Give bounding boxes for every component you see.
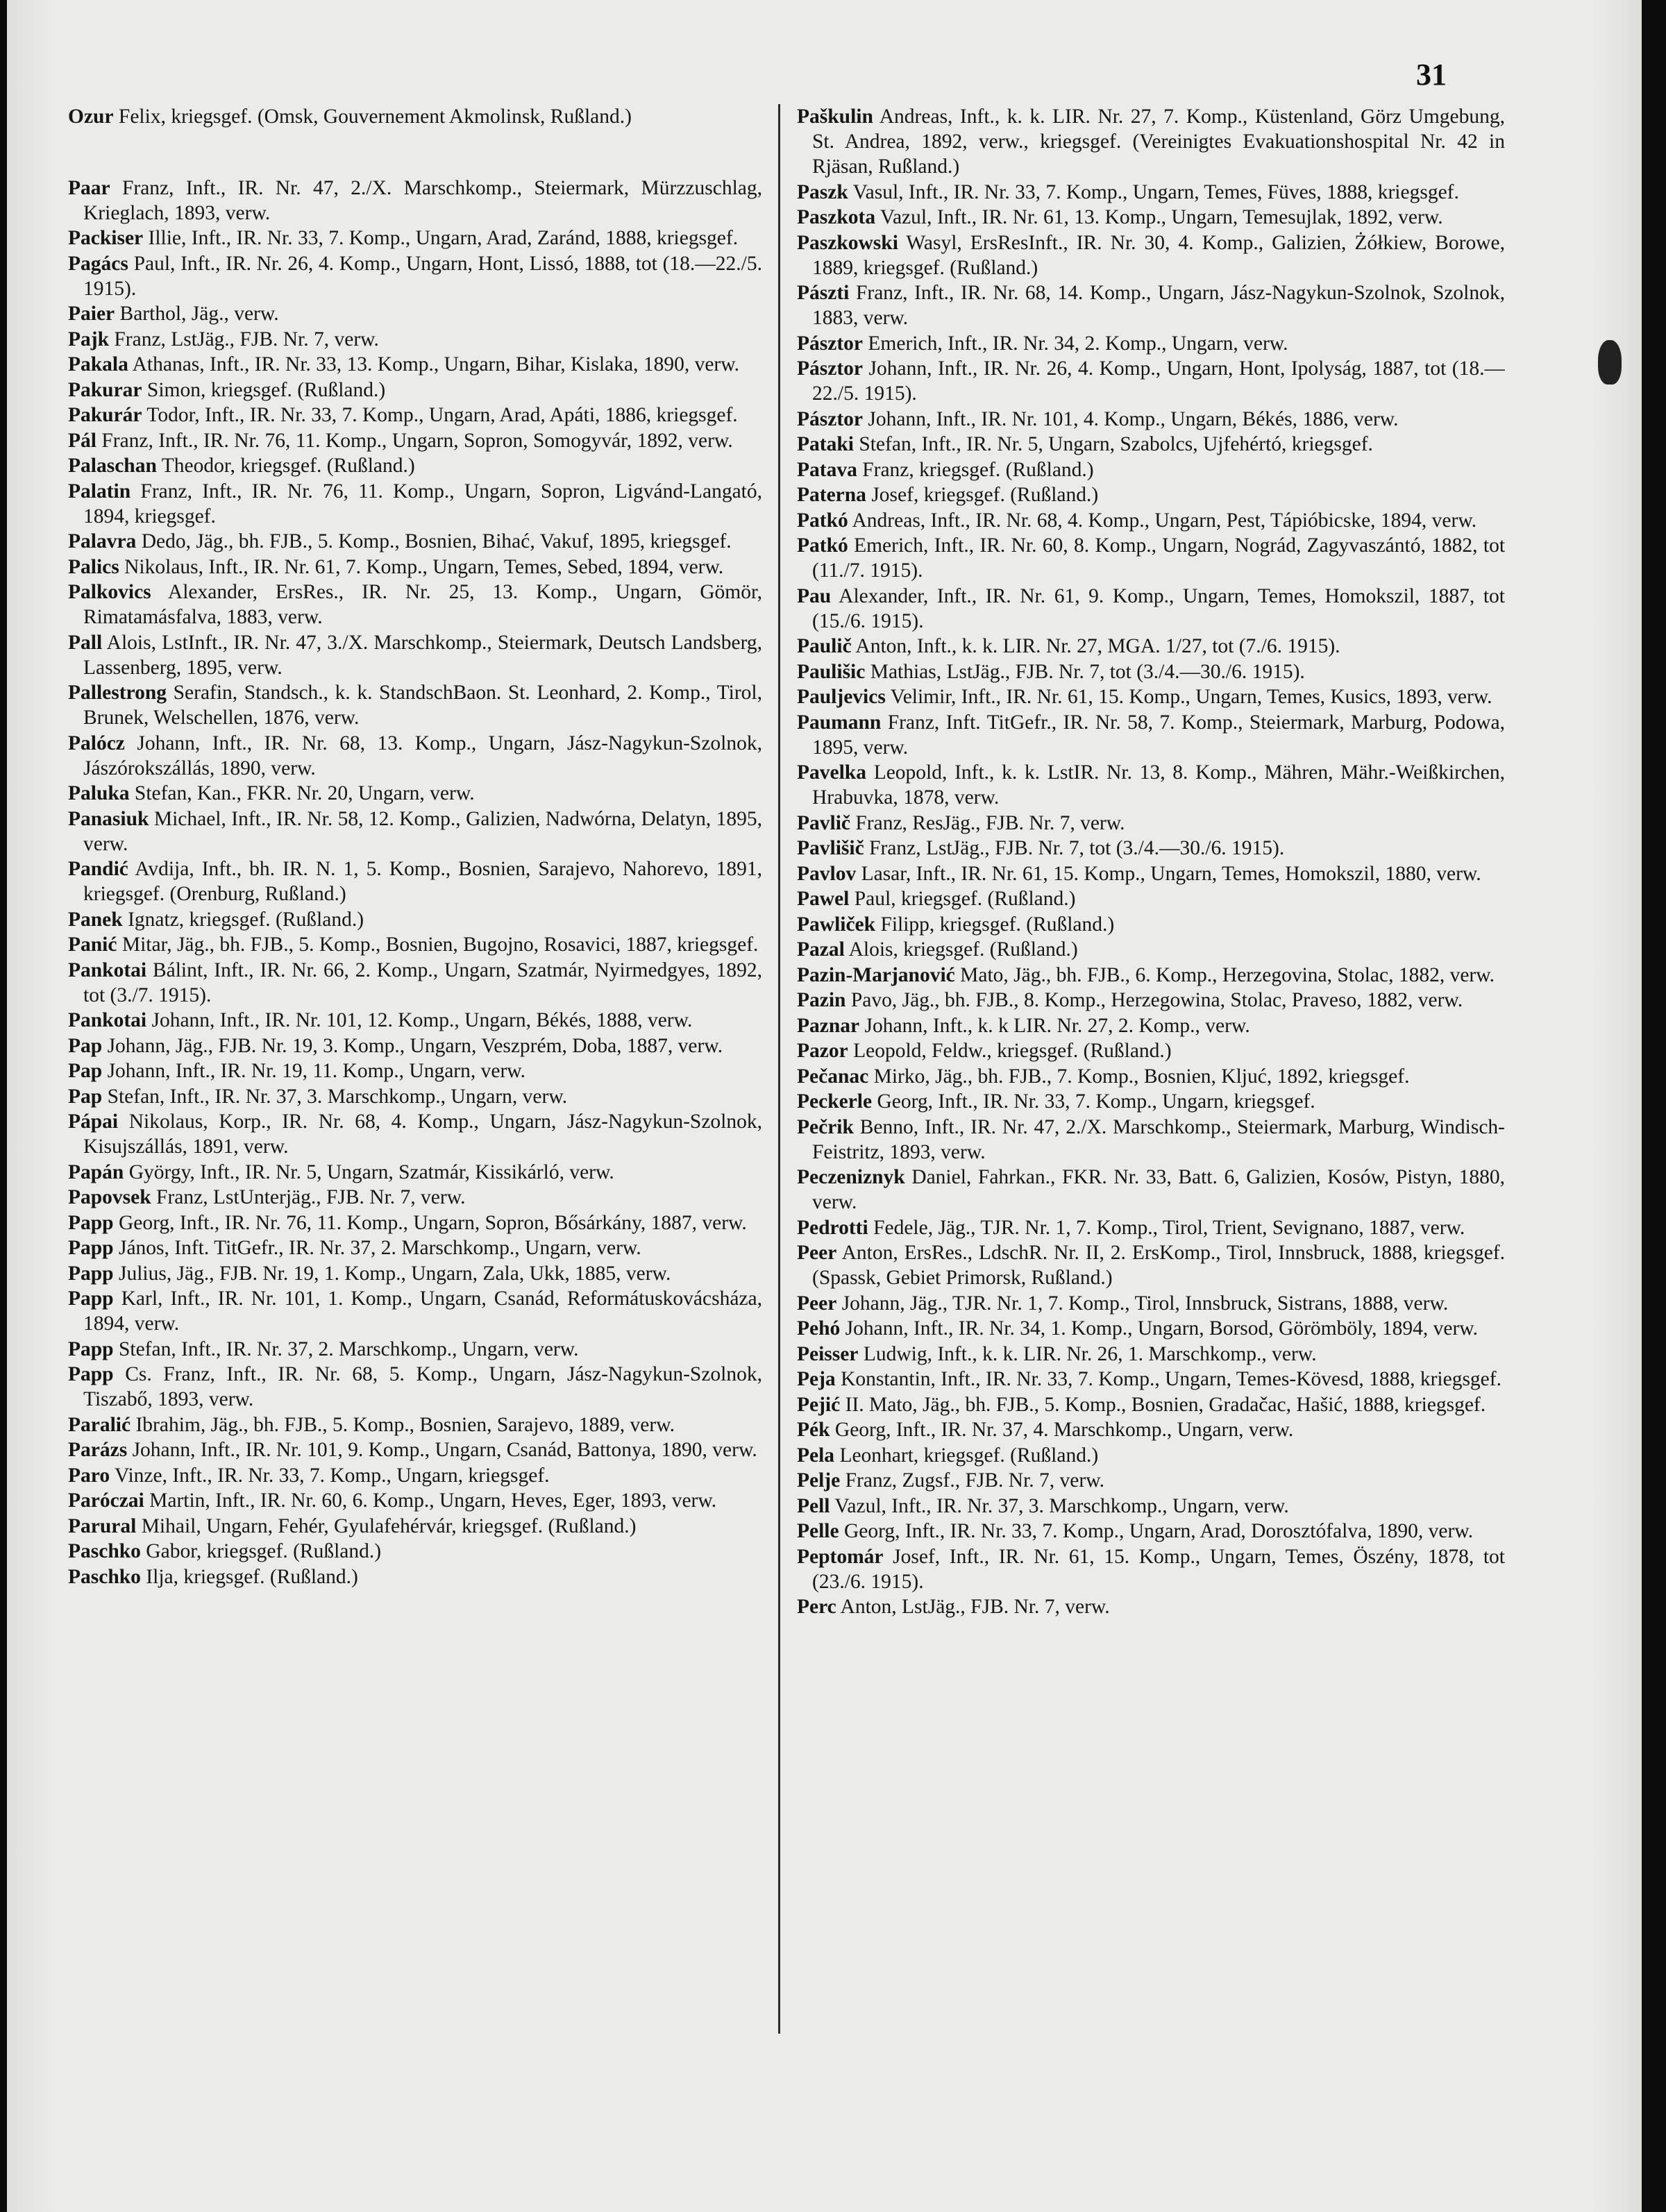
entry-surname: Paszkota [797,206,876,228]
list-entry [797,180,1505,205]
entry-surname: Papp [68,1211,114,1234]
entry-surname: Palkovics [68,581,151,603]
ink-blot [1598,340,1622,385]
list-entry [68,301,762,326]
entry-surname: Pataki [797,433,854,455]
entry-details: Franz, Zugsf., FJB. Nr. 7, verw. [845,1469,1104,1492]
list-entry [68,1210,762,1235]
list-entry [797,356,1505,406]
entry-surname: Papp [68,1337,114,1360]
entry-surname: Papp [68,1363,114,1385]
entry-details: Franz, ResJäg., FJB. Nr. 7, verw. [855,811,1125,834]
entry-surname: Pap [68,1085,103,1108]
entry-details: Wasyl, ErsResInft., IR. Nr. 30, 4. Komp., Galizien, Żółkiew, Borowe, 1889, kriegsgef. (Rußland.) [812,231,1505,279]
entry-surname: Pavlišič [797,837,864,859]
entry-details: II. Mato, Jäg., bh. FJB., 5. Komp., Bosnien, Gradačac, Hašić, 1888, kriegsgef. [845,1393,1486,1416]
list-entry [797,1367,1505,1392]
list-entry [68,1488,762,1513]
entry-details: Felix, kriegsgef. (Omsk, Gouvernement Akmolinsk, Rußland.) [118,105,632,128]
list-entry [797,1316,1505,1341]
entry-details: Georg, Inft., IR. Nr. 76, 11. Komp., Ungarn, Sopron, Bősárkány, 1887, verw. [118,1211,747,1234]
entry-details: Josef, Inft., IR. Nr. 61, 15. Komp., Ungarn, Temes, Öszény, 1878, tot (23./6. 1915). [812,1545,1505,1593]
entry-details: Johann, Inft., IR. Nr. 26, 4. Komp., Ungarn, Hont, Ipolyság, 1887, tot (18.—22./5. 1915). [812,357,1505,405]
entry-surname: Patkó [797,534,848,557]
list-entry [68,781,762,806]
page-number: 31 [1416,58,1447,92]
entry-details: Georg, Inft., IR. Nr. 33, 7. Komp., Ungarn, kriegsgef. [877,1090,1315,1113]
entry-details: Cs. Franz, Inft., IR. Nr. 68, 5. Komp., Ungarn, Jász-Nagykun-Szolnok, Tiszabő, 1893, verw. [83,1363,762,1410]
entry-details: Stefan, Inft., IR. Nr. 5, Ungarn, Szabolcs, Ujfehértó, kriegsgef. [859,433,1373,455]
entry-details: Vasul, Inft., IR. Nr. 33, 7. Komp., Ungarn, Temes, Füves, 1888, kriegsgef. [852,180,1459,203]
list-entry [797,1165,1505,1215]
entry-surname: Papp [68,1287,114,1310]
list-entry [68,251,762,301]
entry-surname: Pavlov [797,862,857,885]
list-entry [68,479,762,529]
entry-surname: Pakala [68,353,128,375]
entry-surname: Pehó [797,1317,841,1340]
entry-details: Johann, Inft., IR. Nr. 19, 11. Komp., Ungarn, verw. [107,1060,526,1082]
entry-surname: Pavlič [797,811,851,834]
entry-details: Filipp, kriegsgef. (Rußland.) [880,913,1115,936]
entry-surname: Pásztor [797,332,864,355]
list-entry [797,1443,1505,1468]
list-entry [68,453,762,478]
entry-surname: Paszk [797,180,848,203]
list-entry [68,580,762,630]
entry-details: Anton, LstJäg., FJB. Nr. 7, verw. [840,1596,1110,1618]
list-entry [68,1564,762,1589]
list-entry [68,1058,762,1083]
entry-surname: Peczeniznyk [797,1166,905,1188]
entry-gap [68,130,762,176]
list-entry [797,432,1505,457]
list-entry [797,886,1505,911]
entry-details: Franz, LstJäg., FJB. Nr. 7, tot (3./4.—30./6. 1915). [869,837,1285,859]
list-entry [68,1109,762,1159]
entry-details: Vazul, Inft., IR. Nr. 61, 13. Komp., Ungarn, Temesujlak, 1892, verw. [880,206,1443,228]
list-entry [797,760,1505,810]
column-divider [778,104,780,2034]
entry-details: Simon, kriegsgef. (Rußland.) [146,378,386,401]
entry-details: Paul, kriegsgef. (Rußland.) [854,888,1076,910]
list-entry [797,836,1505,861]
entry-details: Benno, Inft., IR. Nr. 47, 2./X. Marschkomp., Steiermark, Marburg, Windisch-Feistritz, 1893, verw. [812,1115,1505,1163]
entry-surname: Ozur [68,105,114,128]
entry-surname: Paulič [797,635,852,657]
list-entry [797,280,1505,330]
entry-details: Athanas, Inft., IR. Nr. 33, 13. Komp., Ungarn, Bihar, Kislaka, 1890, verw. [132,353,740,375]
entry-surname: Peja [797,1368,836,1390]
scan-left-shadow [0,0,7,2212]
entry-surname: Pakurar [68,378,142,401]
entry-surname: Pankotai [68,959,147,981]
list-entry [68,856,762,906]
entry-surname: Pell [797,1494,830,1517]
entry-details: György, Inft., IR. Nr. 5, Ungarn, Szatmár, Kissikárló, verw. [128,1160,614,1183]
entry-details: Franz, Inft., IR. Nr. 47, 2./X. Marschkomp., Steiermark, Mürzzuschlag, Krieglach, 1893, verw. [83,176,762,224]
entry-surname: Palavra [68,530,137,552]
entry-surname: Peer [797,1292,837,1315]
entry-details: Vazul, Inft., IR. Nr. 37, 3. Marschkomp., Ungarn, verw. [834,1494,1289,1517]
list-entry [797,331,1505,356]
entry-surname: Patava [797,458,857,481]
entry-surname: Paznar [797,1014,860,1037]
entry-surname: Paluka [68,782,130,804]
entry-surname: Palócz [68,732,125,754]
entry-surname: Peckerle [797,1090,873,1113]
entry-details: Franz, Inft. TitGefr., IR. Nr. 58, 7. Komp., Steiermark, Marburg, Podowa, 1895, verw. [812,711,1505,759]
entry-details: Franz, LstJäg., FJB. Nr. 7, verw. [114,328,379,351]
entry-surname: Paterna [797,484,866,506]
entry-surname: Pall [68,631,103,654]
list-entry [797,1064,1505,1089]
entry-surname: Perc [797,1596,836,1618]
list-entry [68,1514,762,1539]
scanned-page [7,0,1642,2212]
list-entry [68,378,762,403]
entry-details: Emerich, Inft., IR. Nr. 34, 2. Komp., Ungarn, verw. [868,332,1288,355]
list-entry [797,104,1505,179]
entry-surname: Paschko [68,1540,141,1562]
entry-details: Franz, Inft., IR. Nr. 68, 14. Komp., Ungarn, Jász-Nagykun-Szolnok, Szolnok, 1883, verw. [812,282,1505,329]
entry-surname: Pazin [797,989,846,1011]
entry-details: Stefan, Inft., IR. Nr. 37, 2. Marschkomp., Ungarn, verw. [118,1337,579,1360]
entry-surname: Pawel [797,888,850,910]
entry-details: Ilja, kriegsgef. (Rußland.) [146,1565,358,1588]
entry-details: Stefan, Inft., IR. Nr. 37, 3. Marschkomp., Ungarn, verw. [107,1085,568,1108]
list-entry [797,230,1505,280]
entry-surname: Pápai [68,1111,119,1133]
list-entry [797,584,1505,634]
entry-details: Alois, LstInft., IR. Nr. 47, 3./X. Marschkomp., Steiermark, Deutsch Landsberg, Lassenberg, 1895, verw. [83,631,762,679]
entry-surname: Paulišic [797,660,866,683]
entry-details: Emerich, Inft., IR. Nr. 60, 8. Komp., Ungarn, Nográd, Zagyvaszántó, 1882, tot (11./7. 1915). [812,534,1505,582]
list-entry [68,1286,762,1336]
entry-details: Bálint, Inft., IR. Nr. 66, 2. Komp., Ungarn, Szatmár, Nyirmedgyes, 1892, tot (3./7. 1915). [83,959,762,1006]
entry-surname: Paškulin [797,105,873,128]
entry-details: Ludwig, Inft., k. k. LIR. Nr. 26, 1. Marschkomp., verw. [863,1342,1317,1365]
entry-details: Leopold, Inft., k. k. LstIR. Nr. 13, 8. Komp., Mähren, Mähr.-Weißkirchen, Hrabuvka, 1878, verw. [812,761,1505,809]
entry-surname: Pajk [68,328,109,351]
list-entry [68,958,762,1008]
entry-surname: Parural [68,1514,137,1537]
entry-surname: Pečanac [797,1065,869,1088]
list-entry [68,731,762,781]
entry-surname: Peptomár [797,1545,884,1568]
entry-details: Stefan, Kan., FKR. Nr. 20, Ungarn, verw. [134,782,475,804]
entry-details: Todor, Inft., IR. Nr. 33, 7. Komp., Ungarn, Arad, Apáti, 1886, kriegsgef. [146,404,738,426]
entry-details: Avdija, Inft., bh. IR. N. 1, 5. Komp., Bosnien, Sarajevo, Nahorevo, 1891, kriegsgef. (Orenburg, Rußland.) [83,858,762,905]
list-entry [797,1544,1505,1594]
entry-details: Mihail, Ungarn, Fehér, Gyulafehérvár, kriegsgef. (Rußland.) [141,1514,637,1537]
list-entry [68,403,762,428]
entry-details: Vinze, Inft., IR. Nr. 33, 7. Komp., Ungarn, kriegsgef. [114,1464,550,1487]
entry-surname: Pazal [797,938,845,961]
entry-surname: Packiser [68,227,144,249]
list-entry [797,634,1505,659]
list-entry [68,1033,762,1058]
entry-details: Mato, Jäg., bh. FJB., 6. Komp., Herzegovina, Stolac, 1882, verw. [960,963,1495,986]
entry-surname: Pásztor [797,407,864,430]
entry-details: Mathias, LstJäg., FJB. Nr. 7, tot (3./4.—30./6. 1915). [870,660,1305,683]
entry-surname: Pakurár [68,404,142,426]
entry-surname: Parázs [68,1439,128,1461]
entry-surname: Pela [797,1444,835,1467]
entry-surname: Pavelka [797,761,866,784]
entry-details: Franz, Inft., IR. Nr. 76, 11. Komp., Ungarn, Sopron, Ligvánd-Langató, 1894, kriegsgef. [83,480,762,527]
entry-surname: Pandić [68,858,128,880]
list-entry [797,205,1505,230]
entry-surname: Papp [68,1237,114,1259]
entry-surname: Pap [68,1060,103,1082]
entry-surname: Palatin [68,480,131,503]
list-entry [68,932,762,957]
list-entry [68,1362,762,1412]
entry-details: Fedele, Jäg., TJR. Nr. 1, 7. Komp., Tirol, Trient, Sevignano, 1887, verw. [873,1216,1465,1239]
entry-details: Lasar, Inft., IR. Nr. 61, 15. Komp., Ungarn, Temes, Homokszil, 1880, verw. [861,862,1481,885]
entry-details: Johann, Inft., k. k LIR. Nr. 27, 2. Komp., verw. [864,1014,1250,1037]
entry-surname: Panasiuk [68,807,149,830]
entry-surname: Paschko [68,1565,141,1588]
entry-details: Johann, Inft., IR. Nr. 34, 1. Komp., Ungarn, Borsod, Görömböly, 1894, verw. [845,1317,1479,1340]
left-column [68,104,762,2179]
list-entry [797,1291,1505,1316]
entry-surname: Paar [68,176,110,199]
entry-surname: Paszkowski [797,231,898,254]
entry-surname: Panek [68,908,123,931]
list-entry [68,907,762,932]
entry-details: Anton, Inft., k. k. LIR. Nr. 27, MGA. 1/27, tot (7./6. 1915). [855,635,1340,657]
entry-details: Illie, Inft., IR. Nr. 33, 7. Komp., Ungarn, Arad, Zaránd, 1888, kriegsgef. [148,227,739,249]
list-entry [68,1160,762,1185]
list-entry [797,684,1505,709]
entry-surname: Peer [797,1242,837,1264]
entry-surname: Paier [68,303,115,325]
entry-surname: Papovsek [68,1186,151,1208]
list-entry [797,407,1505,432]
entry-surname: Peisser [797,1342,859,1365]
entry-details: Paul, Inft., IR. Nr. 26, 4. Komp., Ungarn, Hont, Lissó, 1888, tot (18.—22./5. 1915). [83,252,762,300]
entry-details: Ibrahim, Jäg., bh. FJB., 5. Komp., Bosnien, Sarajevo, 1889, verw. [135,1413,675,1436]
entry-details: Leonhart, kriegsgef. (Rußland.) [839,1444,1099,1467]
entry-details: Johann, Inft., IR. Nr. 101, 9. Komp., Ungarn, Csanád, Battonya, 1890, verw. [132,1439,757,1461]
entry-surname: Pék [797,1419,830,1441]
entry-surname: Pankotai [68,1009,147,1031]
list-entry [68,1261,762,1286]
list-entry [68,352,762,377]
entry-details: János, Inft. TitGefr., IR. Nr. 37, 2. Marschkomp., Ungarn, verw. [118,1237,641,1259]
list-entry [68,1463,762,1488]
entry-details: Georg, Inft., IR. Nr. 33, 7. Komp., Ungarn, Arad, Dorosztófalva, 1890, verw. [843,1520,1474,1542]
list-entry [68,1539,762,1564]
entry-details: Josef, kriegsgef. (Rußland.) [871,484,1099,506]
list-entry [68,807,762,856]
list-entry [797,861,1505,886]
entry-surname: Pedrotti [797,1216,868,1239]
list-entry [797,710,1505,760]
list-entry [797,1392,1505,1417]
list-entry [68,428,762,453]
list-entry [797,1240,1505,1290]
list-entry [68,327,762,352]
entry-details: Barthol, Jäg., verw. [119,303,279,325]
list-entry [797,508,1505,533]
entry-surname: Paróczai [68,1489,144,1512]
entry-details: Johann, Jäg., FJB. Nr. 19, 3. Komp., Ungarn, Veszprém, Doba, 1887, verw. [107,1034,723,1057]
entry-details: Johann, Inft., IR. Nr. 101, 12. Komp., Ungarn, Békés, 1888, verw. [151,1009,693,1031]
entry-details: Serafin, Standsch., k. k. StandschBaon. St. Leonhard, 2. Komp., Tirol, Brunek, Welschellen, 1876, verw. [83,682,762,729]
entry-surname: Pečrik [797,1115,854,1138]
entry-surname: Papp [68,1262,114,1285]
list-entry [68,1437,762,1462]
entry-surname: Paumann [797,711,882,734]
entry-details: Ignatz, kriegsgef. (Rußland.) [128,908,364,931]
list-entry [797,912,1505,937]
entry-details: Franz, Inft., IR. Nr. 76, 11. Komp., Ungarn, Sopron, Somogyvár, 1892, verw. [101,429,733,452]
list-entry [68,1412,762,1437]
entry-surname: Pejić [797,1393,841,1416]
list-entry [797,659,1505,684]
entry-surname: Pelje [797,1469,841,1492]
list-entry [797,1038,1505,1063]
entry-details: Nikolaus, Inft., IR. Nr. 61, 7. Komp., Ungarn, Temes, Sebed, 1894, verw. [124,555,724,578]
entry-details: Gabor, kriegsgef. (Rußland.) [146,1540,382,1562]
entry-details: Dedo, Jäg., bh. FJB., 5. Komp., Bosnien, Bihać, Vakuf, 1895, kriegsgef. [141,530,732,552]
entry-surname: Pelle [797,1520,839,1542]
entry-details: Pavo, Jäg., bh. FJB., 8. Komp., Herzegowina, Stolac, Praveso, 1882, verw. [850,989,1463,1011]
entry-surname: Pallestrong [68,682,167,704]
entry-details: Alois, kriegsgef. (Rußland.) [848,938,1078,961]
entry-surname: Pászti [797,282,850,304]
entry-details: Alexander, ErsRes., IR. Nr. 25, 13. Komp., Ungarn, Gömör, Rimatamásfalva, 1883, verw. [83,581,762,628]
entry-details: Georg, Inft., IR. Nr. 37, 4. Marschkomp., Ungarn, verw. [834,1419,1294,1441]
entry-details: Andreas, Inft., IR. Nr. 68, 4. Komp., Ungarn, Pest, Tápióbicske, 1894, verw. [852,509,1477,532]
list-entry [797,1342,1505,1367]
entry-surname: Pau [797,584,832,607]
entry-surname: Pagács [68,252,128,275]
entry-surname: Panić [68,934,117,956]
entry-surname: Pauljevics [797,686,886,708]
list-entry [797,1115,1505,1165]
entry-surname: Paro [68,1464,110,1487]
list-entry [68,1185,762,1210]
entry-surname: Pál [68,429,96,452]
list-entry [68,104,762,129]
entry-details: Martin, Inft., IR. Nr. 60, 6. Komp., Ungarn, Heves, Eger, 1893, verw. [149,1489,717,1512]
entry-details: Franz, kriegsgef. (Rußland.) [862,458,1094,481]
list-entry [797,1013,1505,1038]
entry-details: Johann, Jäg., TJR. Nr. 1, 7. Komp., Tirol, Innsbruck, Sistrans, 1888, verw. [841,1292,1449,1315]
list-entry [797,533,1505,583]
list-entry [68,630,762,680]
list-entry [68,1008,762,1033]
list-entry [68,555,762,580]
entry-details: Michael, Inft., IR. Nr. 58, 12. Komp., Galizien, Nadwórna, Delatyn, 1895, verw. [83,807,762,855]
entry-surname: Pásztor [797,357,864,380]
list-entry [797,482,1505,507]
list-entry [68,529,762,554]
entry-details: Alexander, Inft., IR. Nr. 61, 9. Komp., Ungarn, Temes, Homokszil, 1887, tot (15./6. 1915). [812,584,1505,632]
entry-surname: Pazin-Marjanović [797,963,955,986]
entry-details: Konstantin, Inft., IR. Nr. 33, 7. Komp., Ungarn, Temes-Kövesd, 1888, kriegsgef. [841,1368,1501,1390]
list-entry [68,680,762,730]
entry-details: Leopold, Feldw., kriegsgef. (Rußland.) [853,1040,1172,1062]
list-entry [797,988,1505,1013]
entry-surname: Palics [68,555,119,578]
entry-details: Johann, Inft., IR. Nr. 68, 13. Komp., Ungarn, Jász-Nagykun-Szolnok, Jászórokszállás, 1890, verw. [83,732,762,779]
list-entry [797,811,1505,836]
list-entry [68,1337,762,1362]
entry-details: Mitar, Jäg., bh. FJB., 5. Komp., Bosnien, Bugojno, Rosavici, 1887, kriegsgef. [121,934,759,956]
entry-details: Julius, Jäg., FJB. Nr. 19, 1. Komp., Ungarn, Zala, Ukk, 1885, verw. [118,1262,671,1285]
entry-surname: Pazor [797,1040,848,1062]
list-entry [68,1084,762,1109]
entry-details: Karl, Inft., IR. Nr. 101, 1. Komp., Ungarn, Csanád, Reformátuskovácsháza, 1894, verw. [83,1287,762,1335]
list-entry [797,1519,1505,1544]
list-entry [797,1494,1505,1519]
list-entry [797,1594,1505,1619]
entry-details: Nikolaus, Korp., IR. Nr. 68, 4. Komp., Ungarn, Jász-Nagykun-Szolnok, Kisujszállás, 1891, verw. [83,1111,762,1158]
entry-surname: Papán [68,1160,124,1183]
entry-details: Johann, Inft., IR. Nr. 101, 4. Komp., Ungarn, Békés, 1886, verw. [868,407,1399,430]
entry-details: Mirko, Jäg., bh. FJB., 7. Komp., Bosnien, Kljuć, 1892, kriegsgef. [873,1065,1410,1088]
entry-details: Franz, LstUnterjäg., FJB. Nr. 7, verw. [156,1186,466,1208]
entry-details: Andreas, Inft., k. k. LIR. Nr. 27, 7. Komp., Küstenland, Görz Umgebung, St. Andrea, 1892, verw., kriegsgef. (Vereinigtes Evakuationshospital Nr. 42 in Rjäsan, Rußland.) [812,105,1505,178]
right-column [797,104,1505,2179]
list-entry [797,1215,1505,1240]
list-entry [797,1089,1505,1114]
list-entry [797,1468,1505,1493]
list-entry [797,457,1505,482]
list-entry [797,963,1505,988]
entry-surname: Patkó [797,509,848,532]
entry-surname: Pawliček [797,913,876,936]
list-entry [797,1417,1505,1442]
entry-details: Anton, ErsRes., LdschR. Nr. II, 2. ErsKomp., Tirol, Innsbruck, 1888, kriegsgef. (Spassk, Gebiet Primorsk, Rußland.) [812,1242,1505,1289]
entry-details: Daniel, Fahrkan., FKR. Nr. 33, Batt. 6, Galizien, Kosów, Pistyn, 1880, verw. [812,1166,1505,1213]
entry-details: Velimir, Inft., IR. Nr. 61, 15. Komp., Ungarn, Temes, Kusics, 1893, verw. [890,686,1492,708]
entry-surname: Paralić [68,1413,131,1436]
entry-surname: Pap [68,1034,103,1057]
list-entry [68,1235,762,1260]
entry-surname: Palaschan [68,455,157,477]
entry-details: Theodor, kriegsgef. (Rußland.) [161,455,415,477]
list-entry [797,937,1505,962]
list-entry [68,176,762,226]
list-entry [68,226,762,251]
